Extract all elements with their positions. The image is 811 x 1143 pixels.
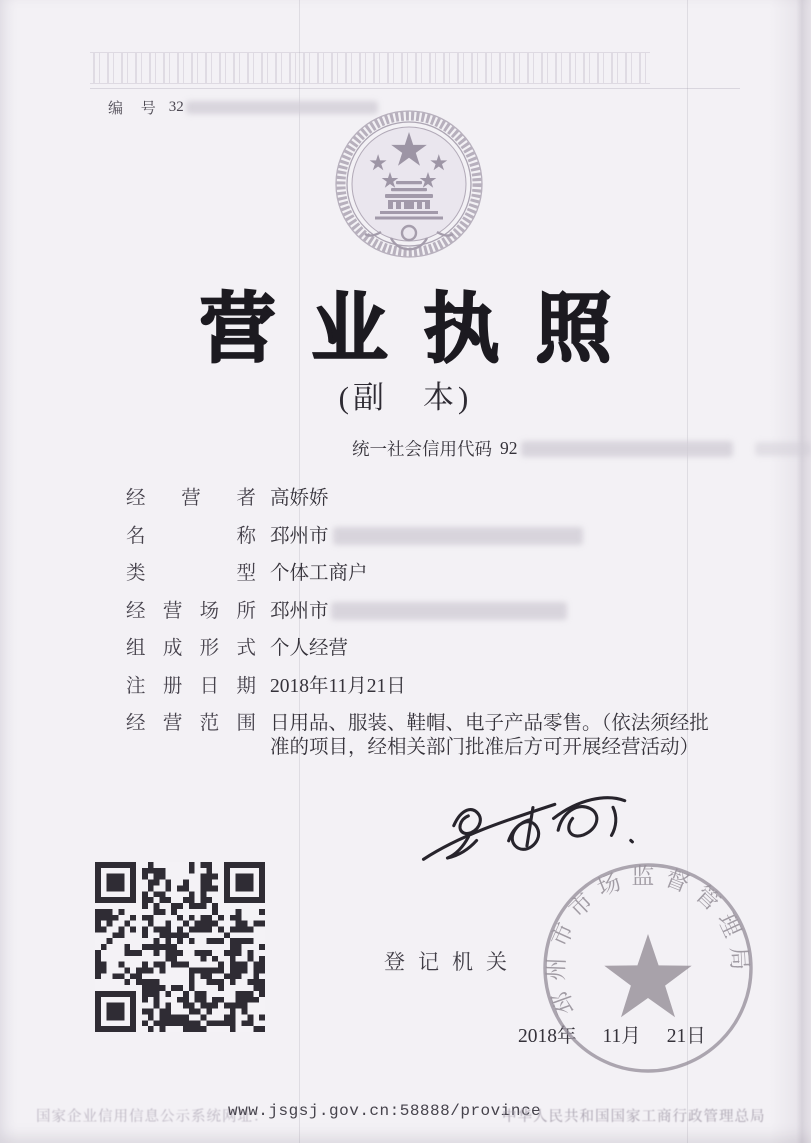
field-label: 名称 bbox=[126, 525, 256, 547]
field-scope bbox=[126, 712, 726, 760]
serial-label: 编 号 bbox=[108, 101, 163, 117]
issue-date-day: 21日 bbox=[666, 1026, 706, 1047]
field-label: 组成形式 bbox=[126, 638, 256, 659]
field-label: 经营者 bbox=[126, 488, 256, 509]
field-value: 个人经营 bbox=[270, 638, 349, 659]
field-value: 日用品、服装、鞋帽、电子产品零售。（依法须经批准的项目，经相关部门批准后方可开展经营活动） bbox=[270, 713, 709, 758]
qr-code bbox=[95, 862, 265, 1032]
serial-prefix: 32 bbox=[168, 99, 184, 115]
credit-code-redaction bbox=[521, 441, 733, 457]
issue-date-month: 11月 bbox=[602, 1026, 641, 1047]
field-value-prefix: 邳州市 bbox=[270, 525, 329, 547]
field-value-prefix: 邳州市 bbox=[270, 600, 329, 622]
registry-authority-label: 登记机关 bbox=[384, 950, 520, 974]
field-value bbox=[270, 600, 722, 624]
field-label: 注册日期 bbox=[126, 675, 256, 697]
name-redaction bbox=[333, 527, 583, 545]
footer-site-label: 国家企业信用信息公示系统网址： bbox=[36, 1109, 269, 1125]
footer-issuer: 中华人民共和国国家工商行政管理总局 bbox=[502, 1109, 766, 1125]
footer-url: www.jsgsj.gov.cn:58888/province bbox=[228, 1102, 542, 1120]
issue-date-year: 2018年 bbox=[518, 1026, 577, 1047]
field-value: 2018年11月21日 bbox=[270, 675, 406, 697]
field-label: 经营场所 bbox=[126, 600, 256, 622]
field-type bbox=[126, 562, 726, 586]
license-title: 营业执照 bbox=[199, 287, 648, 372]
national-emblem bbox=[333, 110, 485, 260]
seal-star bbox=[604, 934, 691, 1017]
official-seal bbox=[536, 856, 760, 1080]
credit-code-prefix: 92 bbox=[500, 438, 518, 458]
field-value: 高娇娇 bbox=[270, 488, 329, 509]
field-composition bbox=[126, 637, 726, 661]
field-reg-date bbox=[126, 675, 726, 699]
field-operator bbox=[126, 487, 726, 511]
license-subtitle: (副 本) bbox=[338, 380, 473, 415]
credit-code-label: 统一社会信用代码 bbox=[352, 439, 492, 459]
field-value bbox=[270, 525, 722, 549]
field-premises bbox=[126, 600, 726, 624]
field-label: 类型 bbox=[126, 563, 256, 584]
field-label: 经营范围 bbox=[126, 713, 256, 734]
credit-code-row bbox=[352, 436, 811, 461]
seal-text: 邳州市市场监督管理局 bbox=[543, 863, 753, 1019]
license-fields bbox=[126, 487, 726, 774]
credit-code-redaction-2 bbox=[755, 442, 811, 456]
faint-border-ornament bbox=[90, 52, 650, 84]
premises-redaction bbox=[331, 602, 567, 620]
field-name bbox=[126, 525, 726, 549]
faint-border-line bbox=[90, 88, 740, 89]
field-value: 个体工商户 bbox=[270, 563, 368, 584]
